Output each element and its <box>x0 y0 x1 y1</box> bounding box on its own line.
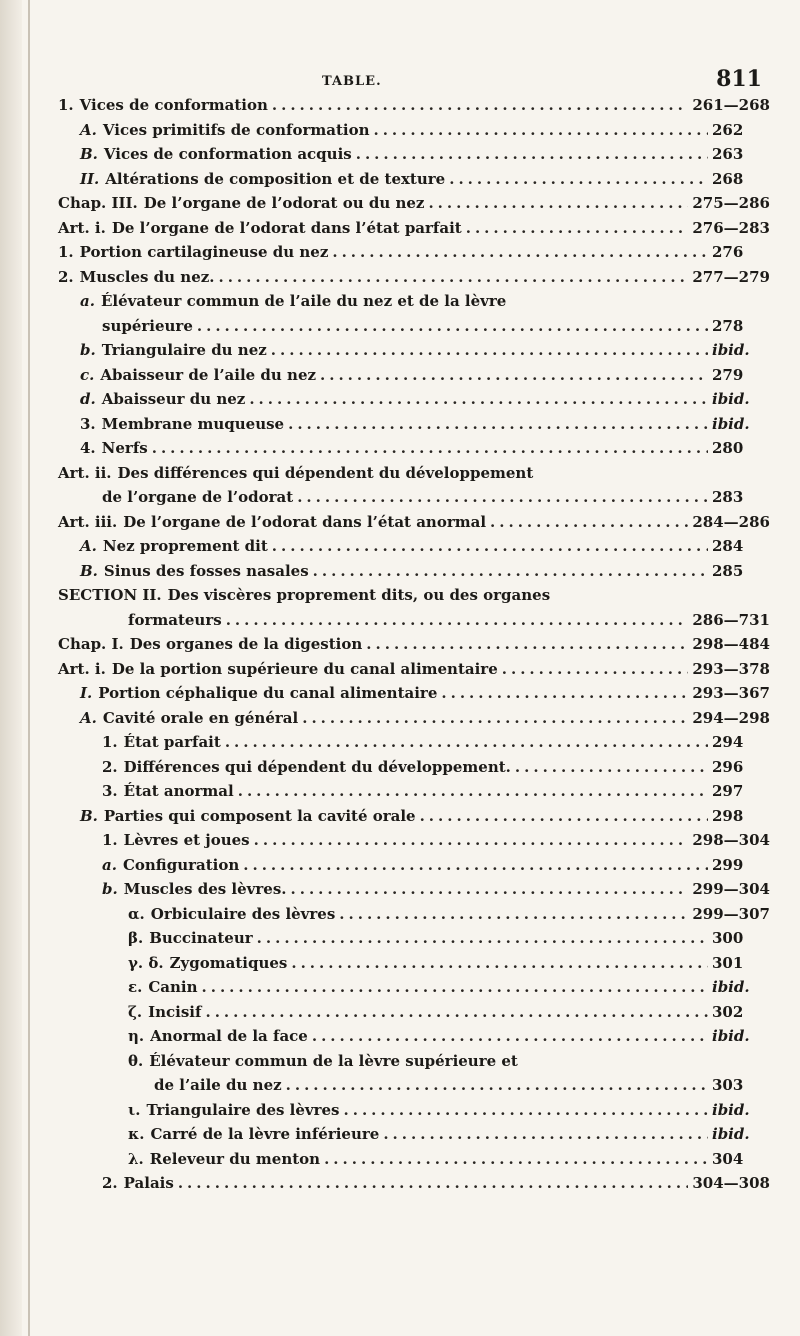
toc-entry-title: Nez proprement dit <box>102 537 268 555</box>
toc-entry-title: Élévateur commun de l’aile du nez et de la lèvre <box>100 292 507 310</box>
dot-leader <box>312 1027 708 1045</box>
toc-entry-label: α. <box>128 904 145 923</box>
dot-leader <box>356 145 708 163</box>
toc-entry-page: 298—304 <box>692 831 770 849</box>
dot-leader <box>243 856 708 874</box>
toc-entry-page: 278 <box>712 316 744 335</box>
dot-leader <box>383 1125 708 1143</box>
dot-leader <box>254 831 689 849</box>
dot-leader <box>272 537 708 555</box>
toc-entry-label: λ. <box>128 1149 144 1168</box>
toc-entry <box>58 145 770 170</box>
toc-entry-page: 276—283 <box>692 218 770 237</box>
toc-entry-page: 302 <box>712 1002 744 1021</box>
toc-entry-label: ι. <box>128 1100 141 1119</box>
toc-entry-label: a. <box>102 855 117 874</box>
toc-entry <box>58 880 770 905</box>
toc-entry-page: 298 <box>712 806 744 825</box>
toc-entry <box>58 219 770 244</box>
toc-entry-title: De l’organe de l’odorat dans l’état parfait <box>111 218 462 237</box>
toc-entry-title: État parfait <box>123 733 221 751</box>
toc-entry-page: 263 <box>712 145 744 163</box>
toc-entry-label: II. <box>80 169 100 188</box>
toc-entry <box>58 292 770 317</box>
dot-leader <box>332 243 708 261</box>
dot-leader <box>297 488 708 506</box>
toc-entry-page: 283 <box>712 488 744 506</box>
dot-leader <box>238 782 708 800</box>
toc-entry-label: A. <box>80 708 97 727</box>
toc-entry-page: 275—286 <box>692 194 770 212</box>
toc-entry-page: 268 <box>712 169 744 188</box>
toc-entry-page: 300 <box>712 929 744 947</box>
toc-entry-title: Palais <box>123 1174 174 1192</box>
toc-entry <box>58 96 770 121</box>
dot-leader <box>373 121 708 139</box>
dot-leader <box>344 1101 708 1119</box>
dot-leader <box>449 170 708 188</box>
toc-entry-title: Canin <box>148 978 198 996</box>
toc-entry <box>58 390 770 415</box>
toc-entry-page: ibid. <box>712 390 750 408</box>
toc-entry-title: Abaisseur du nez <box>101 390 246 408</box>
toc-entry <box>58 660 770 685</box>
toc-entry-label: SECTION II. <box>58 586 162 604</box>
toc-entry <box>58 954 770 979</box>
toc-entry <box>58 415 770 440</box>
toc-entry-label: Art. i. <box>58 659 106 678</box>
toc-entry <box>58 782 770 807</box>
toc-entry-page: 304—308 <box>692 1174 770 1192</box>
dot-leader <box>502 660 689 678</box>
dot-leader <box>324 1150 708 1168</box>
toc-entry-label: A. <box>80 120 97 139</box>
toc-entry-page: 293—378 <box>692 659 770 678</box>
toc-entry-page: 294—298 <box>692 708 770 727</box>
toc-entry-title: Des différences qui dépendent du développement <box>117 463 534 482</box>
toc-entry <box>58 243 770 268</box>
toc-entry <box>58 1003 770 1028</box>
toc-entry-label: ε. <box>128 978 143 996</box>
toc-entry <box>58 635 770 660</box>
toc-entry <box>58 488 770 513</box>
toc-entry <box>58 1027 770 1052</box>
dot-leader <box>291 954 708 972</box>
toc-entry-page: ibid. <box>712 414 750 433</box>
page-number: 811 <box>716 66 762 92</box>
toc-entry-title: Triangulaire du nez <box>101 341 267 359</box>
toc-entry-label: c. <box>80 365 95 384</box>
dot-leader <box>225 733 708 751</box>
toc-entry-page: 299 <box>712 855 744 874</box>
toc-entry-title: Vices de conformation <box>79 96 268 114</box>
toc-entry-label: B. <box>80 145 98 163</box>
toc-entry-page: 279 <box>712 365 744 384</box>
toc-entry-title: Zygomatiques <box>169 953 288 972</box>
toc-entry-page: 298—484 <box>692 635 770 653</box>
toc-entry-title: Altérations de composition et de texture <box>105 169 446 188</box>
book-page <box>58 64 770 1199</box>
toc-entry-title: Carré de la lèvre inférieure <box>150 1125 380 1143</box>
toc-entry-page: 293—367 <box>692 684 770 702</box>
toc-entry <box>58 709 770 734</box>
toc-entry-label: 1. <box>58 243 74 261</box>
dot-leader <box>286 1076 708 1094</box>
toc-entry-label: θ. <box>128 1051 144 1070</box>
dot-leader <box>178 1174 689 1192</box>
toc-entry-page: ibid. <box>712 1100 750 1119</box>
binding-gutter <box>0 0 22 1336</box>
dot-leader <box>466 219 689 237</box>
toc-entry <box>58 439 770 464</box>
toc-entry-page: 284 <box>712 537 744 555</box>
dot-leader <box>441 684 688 702</box>
toc-entry-page: 299—307 <box>692 904 770 923</box>
toc-entry <box>58 611 770 636</box>
toc-entry-title: Des organes de la digestion <box>129 635 363 653</box>
toc-entry <box>58 733 770 758</box>
dot-leader <box>366 635 688 653</box>
toc-entry-label: 1. <box>58 96 74 114</box>
toc-entry <box>58 537 770 562</box>
toc-entry <box>58 807 770 832</box>
toc-entry-label: B. <box>80 561 98 580</box>
toc-entry-page: 280 <box>712 439 744 457</box>
toc-entry-page: 285 <box>712 561 744 580</box>
toc-entry-title: formateurs <box>128 610 222 629</box>
toc-entry-label: η. <box>128 1027 145 1045</box>
toc-entry-page: 299—304 <box>692 880 770 898</box>
toc-entry-title: Abaisseur de l’aile du nez <box>100 365 317 384</box>
toc-entry-page: 301 <box>712 953 744 972</box>
toc-entry-title: Sinus des fosses nasales <box>103 561 309 580</box>
toc-entry <box>58 366 770 391</box>
toc-entry <box>58 562 770 587</box>
toc-entry-page: 303 <box>712 1076 744 1094</box>
page-header <box>58 64 770 96</box>
toc-entry-title: De l’organe de l’odorat ou du nez <box>143 194 425 212</box>
toc-entry-title: Portion cartilagineuse du nez <box>79 243 329 261</box>
toc-entry-title: État anormal <box>123 782 234 800</box>
dot-leader <box>291 880 689 898</box>
toc-entry-page: 276 <box>712 243 744 261</box>
toc-entry-page: 297 <box>712 782 744 800</box>
dot-leader <box>197 317 708 335</box>
toc-entry-label: 2. <box>102 757 118 776</box>
toc-entry-title: Releveur du menton <box>149 1149 321 1168</box>
toc-entry <box>58 121 770 146</box>
toc-entry-page: 262 <box>712 120 744 139</box>
toc-entry-label: Chap. I. <box>58 635 124 653</box>
toc-entry-title: Membrane muqueuse <box>101 414 285 433</box>
toc-entry-page: ibid. <box>712 1027 750 1045</box>
toc-entry <box>58 1101 770 1126</box>
toc-entry-title: Buccinateur <box>149 929 253 947</box>
toc-entry-label: β. <box>128 929 144 947</box>
toc-entry-label: 3. <box>80 414 96 433</box>
toc-entry <box>58 170 770 195</box>
toc-entry <box>58 831 770 856</box>
dot-leader <box>202 978 708 996</box>
toc-entry-title: Muscles des lèvres. <box>123 880 287 898</box>
toc-entry <box>58 1076 770 1101</box>
toc-entry <box>58 684 770 709</box>
dot-leader <box>218 268 688 286</box>
dot-leader <box>313 562 708 580</box>
toc-entry <box>58 929 770 954</box>
toc-entry-label: 2. <box>58 267 74 286</box>
dot-leader <box>490 513 688 531</box>
toc-entry <box>58 464 770 489</box>
toc-entry-label: ζ. <box>128 1002 143 1021</box>
dot-leader <box>271 341 708 359</box>
toc-entry-title: Lèvres et joues <box>123 831 250 849</box>
dot-leader <box>420 807 708 825</box>
toc-entry-page: 286—731 <box>692 610 770 629</box>
toc-entry-label: Chap. III. <box>58 194 138 212</box>
toc-entry-page: 284—286 <box>692 512 770 531</box>
toc-entry-label: I. <box>80 684 93 702</box>
toc-entry-label: 4. <box>80 439 96 457</box>
toc-entry-page: ibid. <box>712 341 750 359</box>
toc-entry-title: Des viscères proprement dits, ou des organes <box>167 586 551 604</box>
running-title: TABLE. <box>322 74 382 89</box>
toc-entry-label: 1. <box>102 831 118 849</box>
toc-entry <box>58 1174 770 1199</box>
toc-entry-label: κ. <box>128 1125 145 1143</box>
toc-entry-title: Configuration <box>122 855 240 874</box>
toc-entry-label: b. <box>80 341 96 359</box>
toc-entry <box>58 341 770 366</box>
toc-entry <box>58 317 770 342</box>
toc-entry-page: ibid. <box>712 1125 750 1143</box>
toc-entry-title: de l’aile du nez <box>154 1076 282 1094</box>
toc-entry-page: 261—268 <box>692 96 770 114</box>
toc-entry-label: A. <box>80 537 97 555</box>
dot-leader <box>302 709 688 727</box>
dot-leader <box>339 905 688 923</box>
toc-entry-label: 1. <box>102 733 118 751</box>
toc-entry-page: 296 <box>712 757 744 776</box>
toc-entry-title: Orbiculaire des lèvres <box>150 904 336 923</box>
toc-entry <box>58 978 770 1003</box>
dot-leader <box>428 194 688 212</box>
toc-entry-title: Triangulaire des lèvres <box>146 1100 340 1119</box>
toc-entry <box>58 856 770 881</box>
dot-leader <box>249 390 708 408</box>
dot-leader <box>272 96 689 114</box>
toc-entry-page: 304 <box>712 1149 744 1168</box>
toc-entry-label: Art. ii. <box>58 463 112 482</box>
toc-entry-title: Anormal de la face <box>150 1027 308 1045</box>
dot-leader <box>288 415 708 433</box>
toc-entry-label: B. <box>80 806 98 825</box>
toc-entry-title: Vices de conformation acquis <box>103 145 352 163</box>
toc-entry <box>58 758 770 783</box>
toc-entry <box>58 268 770 293</box>
toc-entry-title: De la portion supérieure du canal alimentaire <box>111 659 498 678</box>
dot-leader <box>257 929 708 947</box>
toc-entry-title: supérieure <box>102 316 193 335</box>
binding-edge <box>28 0 30 1336</box>
toc-entry-label: b. <box>102 880 118 898</box>
toc-entry-title: Différences qui dépendent du développement. <box>123 757 511 776</box>
dot-leader <box>152 439 708 457</box>
toc-entry <box>58 513 770 538</box>
table-of-contents <box>58 96 770 1199</box>
toc-entry <box>58 1052 770 1077</box>
toc-entry-label: a. <box>80 292 95 310</box>
toc-entry-title: De l’organe de l’odorat dans l’état anormal <box>123 512 487 531</box>
toc-entry-title: Parties qui composent la cavité orale <box>103 806 416 825</box>
toc-entry-page: 277—279 <box>692 267 770 286</box>
toc-entry-title: Nerfs <box>101 439 148 457</box>
toc-entry-title: Élévateur commun de la lèvre supérieure et <box>149 1051 518 1070</box>
toc-entry-label: Art. i. <box>58 218 106 237</box>
dot-leader <box>320 366 708 384</box>
toc-entry-title: de l’organe de l’odorat <box>102 488 294 506</box>
toc-entry <box>58 1150 770 1175</box>
dot-leader <box>515 758 708 776</box>
toc-entry-label: Art. iii. <box>58 512 118 531</box>
toc-entry-label: γ. δ. <box>128 953 164 972</box>
toc-entry-page: 294 <box>712 733 744 751</box>
toc-entry-title: Muscles du nez. <box>79 267 215 286</box>
toc-entry <box>58 1125 770 1150</box>
toc-entry-title: Cavité orale en général <box>102 708 299 727</box>
dot-leader <box>205 1003 708 1021</box>
toc-entry-title: Incisif <box>148 1002 202 1021</box>
toc-entry <box>58 194 770 219</box>
toc-entry-title: Portion céphalique du canal alimentaire <box>98 684 438 702</box>
toc-entry-title: Vices primitifs de conformation <box>102 120 370 139</box>
toc-entry-label: 2. <box>102 1174 118 1192</box>
toc-entry-page: ibid. <box>712 978 750 996</box>
toc-entry <box>58 905 770 930</box>
toc-entry-label: 3. <box>102 782 118 800</box>
toc-entry <box>58 586 770 611</box>
toc-entry-label: d. <box>80 390 96 408</box>
dot-leader <box>226 611 689 629</box>
